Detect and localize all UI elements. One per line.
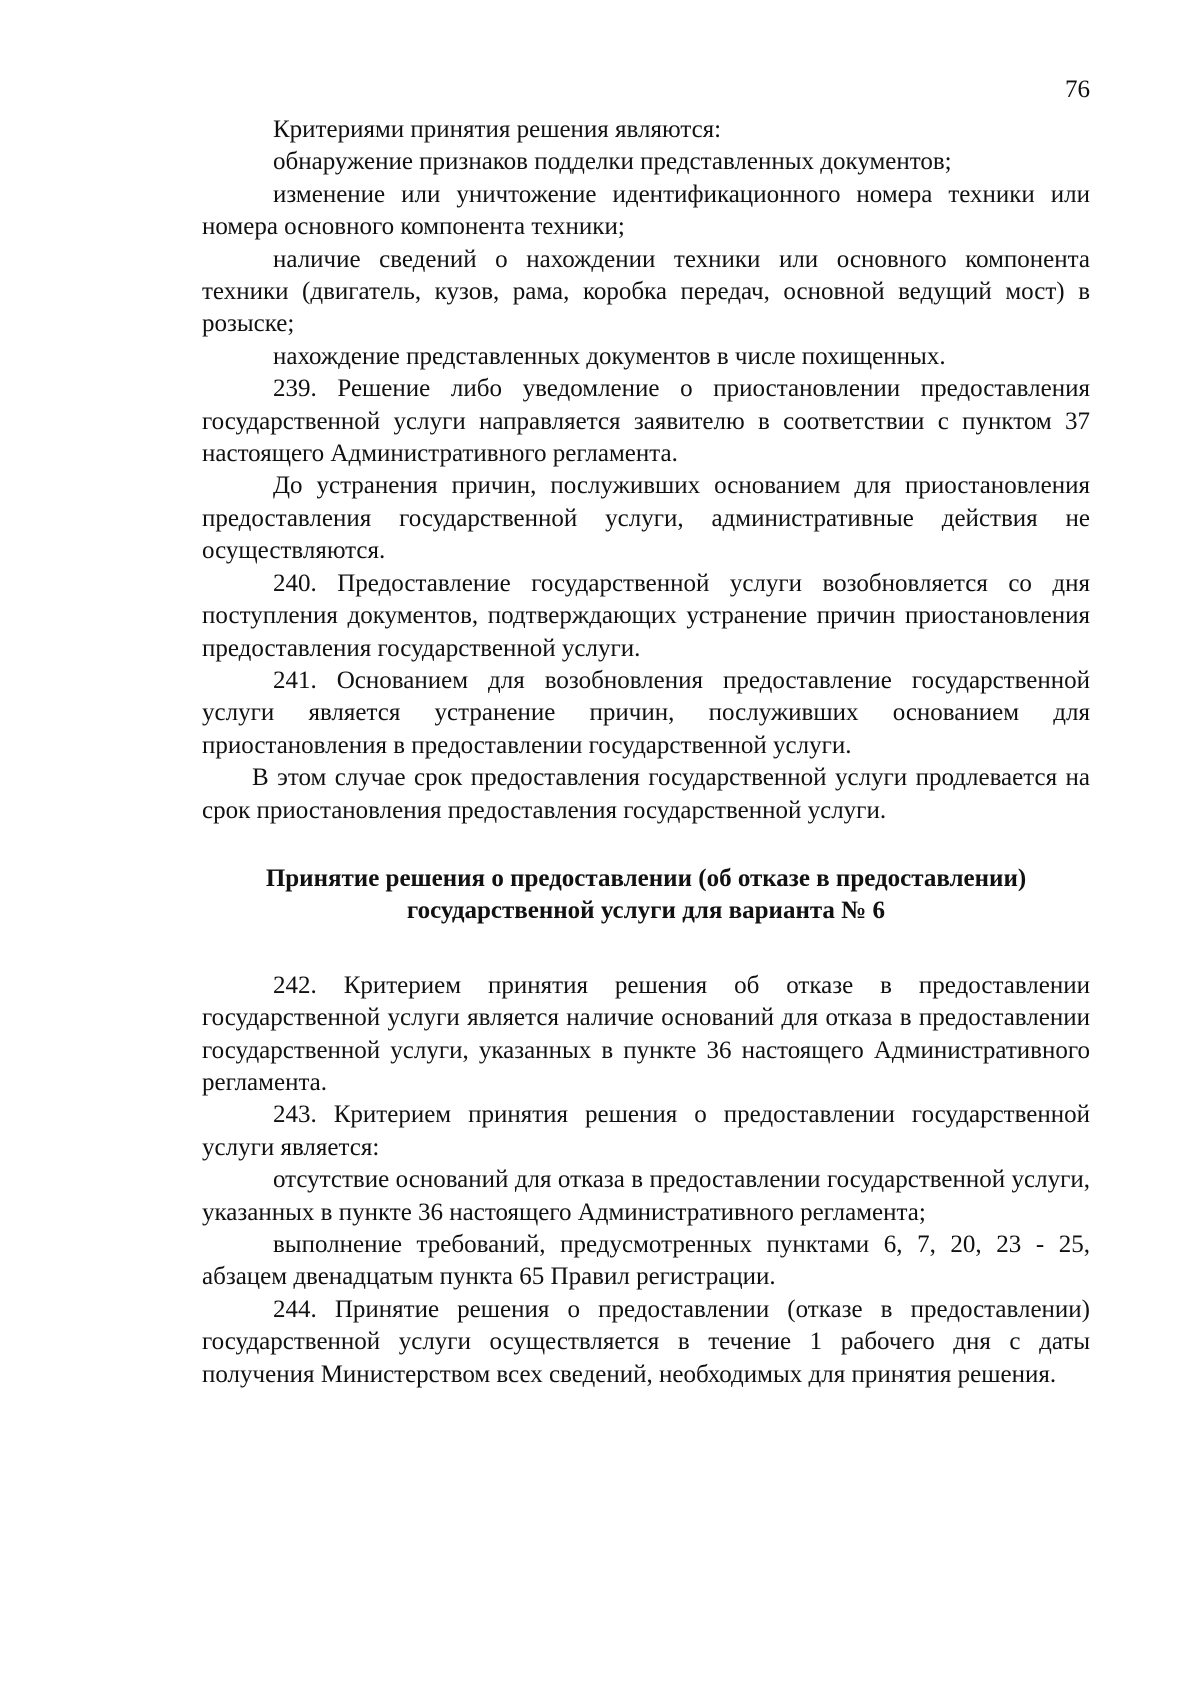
paragraph: Критериями принятия решения являются: (273, 116, 722, 143)
section-heading-line: государственной услуги для варианта № 6 (406, 897, 886, 925)
paragraph: 239. Решение либо уведомление о приостановлении предоставления государственной услуги направляется заявителю в соответствии с пунктом 37 настоящего Административного регламента. (202, 375, 1090, 468)
section-heading-line: Принятие решения о предоставлении (об отказе в предоставлении) (265, 864, 1027, 892)
paragraph: 241. Основанием для возобновления предоставление государственной услуги является устранение причин, послуживших основанием для приостановления в предоставлении государственной услуги. (202, 666, 1090, 759)
page-number: 76 (1065, 76, 1090, 103)
paragraph: нахождение представленных документов в числе похищенных. (273, 342, 946, 370)
document-body (202, 114, 1090, 1391)
paragraph: отсутствие оснований для отказа в предоставлении государственной услуги, указанных в пункте 36 настоящего Административного регламента; (202, 1166, 1090, 1226)
paragraph: 240. Предоставление государственной услуги возобновляется со дня поступления документов, подтверждающих устранение причин приостановления предоставления государственной услуги. (202, 569, 1090, 662)
section-heading (202, 863, 1090, 928)
paragraph: обнаружение признаков подделки представленных документов; (273, 148, 952, 176)
paragraph: изменение или уничтожение идентификационного номера техники или номера основного компонента техники; (202, 180, 1090, 241)
paragraph: В этом случае срок предоставления государственной услуги продлевается на срок приостановления предоставления государственной услуги. (202, 764, 1090, 824)
paragraph: 244. Принятие решения о предоставлении (отказе в предоставлении) государственной услуги осуществляется в течение 1 рабочего дня с даты получения Министерством всех сведений, необходимых для принятия решения. (202, 1295, 1090, 1388)
paragraph: До устранения причин, послуживших основанием для приостановления предоставления государственной услуги, административные действия не осуществляются. (202, 472, 1090, 565)
paragraph: выполнение требований, предусмотренных пунктами 6, 7, 20, 23 - 25, абзацем двенадцатым пункта 65 Правил регистрации. (202, 1231, 1090, 1291)
paragraph: наличие сведений о нахождении техники или основного компонента техники (двигатель, кузов, рама, коробка передач, основной ведущий мост) в розыске; (202, 245, 1090, 338)
paragraph: 242. Критерием принятия решения об отказе в предоставлении государственной услуги является наличие оснований для отказа в предоставлении государственной услуги, указанных в пункте 36 настоящего Административного регламента. (202, 971, 1090, 1096)
paragraph: 243. Критерием принятия решения о предоставлении государственной услуги является: (202, 1101, 1090, 1161)
